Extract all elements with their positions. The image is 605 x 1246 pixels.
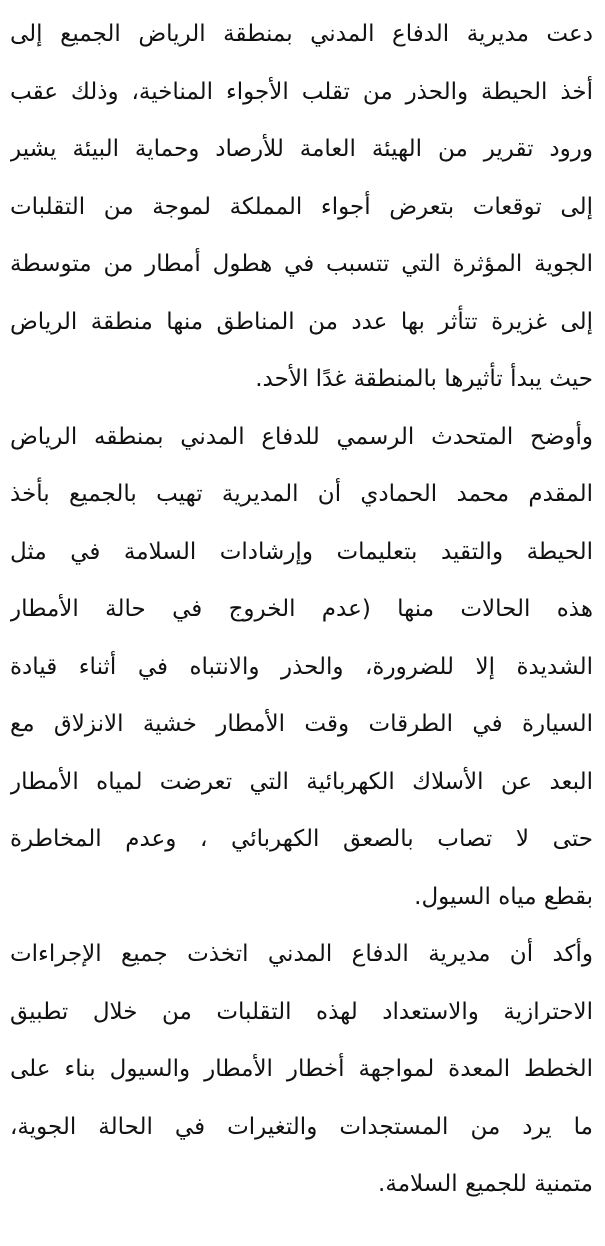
paragraph-line: ورود تقرير من الهيئة العامة للأرصاد وحماية البيئة يشير bbox=[10, 136, 593, 162]
paragraph-line: إلى توقعات بتعرض أجواء المملكة لموجة من التقلبات bbox=[10, 193, 593, 220]
paragraph-line: متمنية للجميع السلامة. bbox=[378, 1171, 593, 1197]
paragraph-line: بقطع مياه السيول. bbox=[414, 883, 593, 910]
paragraph-line: المقدم محمد الحمادي أن المديرية تهيب بالجميع بأخذ bbox=[10, 481, 593, 507]
paragraph-line: الخطط المعدة لمواجهة أخطار الأمطار والسيول بناء على bbox=[10, 1056, 593, 1082]
paragraph-spokesman bbox=[10, 409, 593, 927]
paragraph-line: دعت مديرية الدفاع المدني بمنطقة الرياض الجميع إلى bbox=[10, 21, 593, 47]
paragraph-warning bbox=[10, 6, 593, 409]
paragraph-line: الحيطة والتقيد بتعليمات وإرشادات السلامة في مثل bbox=[10, 538, 593, 565]
paragraph-line: السيارة في الطرقات وقت الأمطار خشية الانزلاق مع bbox=[10, 711, 593, 737]
paragraph-line: الاحترازية والاستعداد لهذه التقلبات من خلال تطبيق bbox=[10, 998, 593, 1025]
paragraph-line: حيث يبدأ تأثيرها بالمنطقة غدًا الأحد. bbox=[255, 366, 593, 392]
paragraph-line: وأوضح المتحدث الرسمي للدفاع المدني بمنطقه الرياض bbox=[10, 423, 593, 450]
paragraph-line: أخذ الحيطة والحذر من تقلب الأجواء المناخية، وذلك عقب bbox=[10, 78, 593, 105]
paragraph-line: حتى لا تصاب بالصعق الكهربائي ، وعدم المخاطرة bbox=[10, 826, 593, 852]
paragraph-line: وأكد أن مديرية الدفاع المدني اتخذت جميع الإجراءات bbox=[10, 941, 593, 967]
paragraph-preparations bbox=[10, 926, 593, 1214]
paragraph-line: إلى غزيرة تتأثر بها عدد من المناطق منها منطقة الرياض bbox=[10, 308, 593, 335]
paragraph-line: الشديدة إلا للضرورة، والحذر والانتباه في أثناء قيادة bbox=[10, 653, 593, 680]
paragraph-line: البعد عن الأسلاك الكهربائية التي تعرضت لمياه الأمطار bbox=[10, 768, 593, 795]
paragraph-line: الجوية المؤثرة التي تتسبب في هطول أمطار من متوسطة bbox=[10, 251, 593, 277]
paragraph-line: هذه الحالات منها (عدم الخروج في حالة الأمطار bbox=[10, 596, 593, 622]
paragraph-line: ما يرد من المستجدات والتغيرات في الحالة الجوية، bbox=[10, 1113, 593, 1140]
